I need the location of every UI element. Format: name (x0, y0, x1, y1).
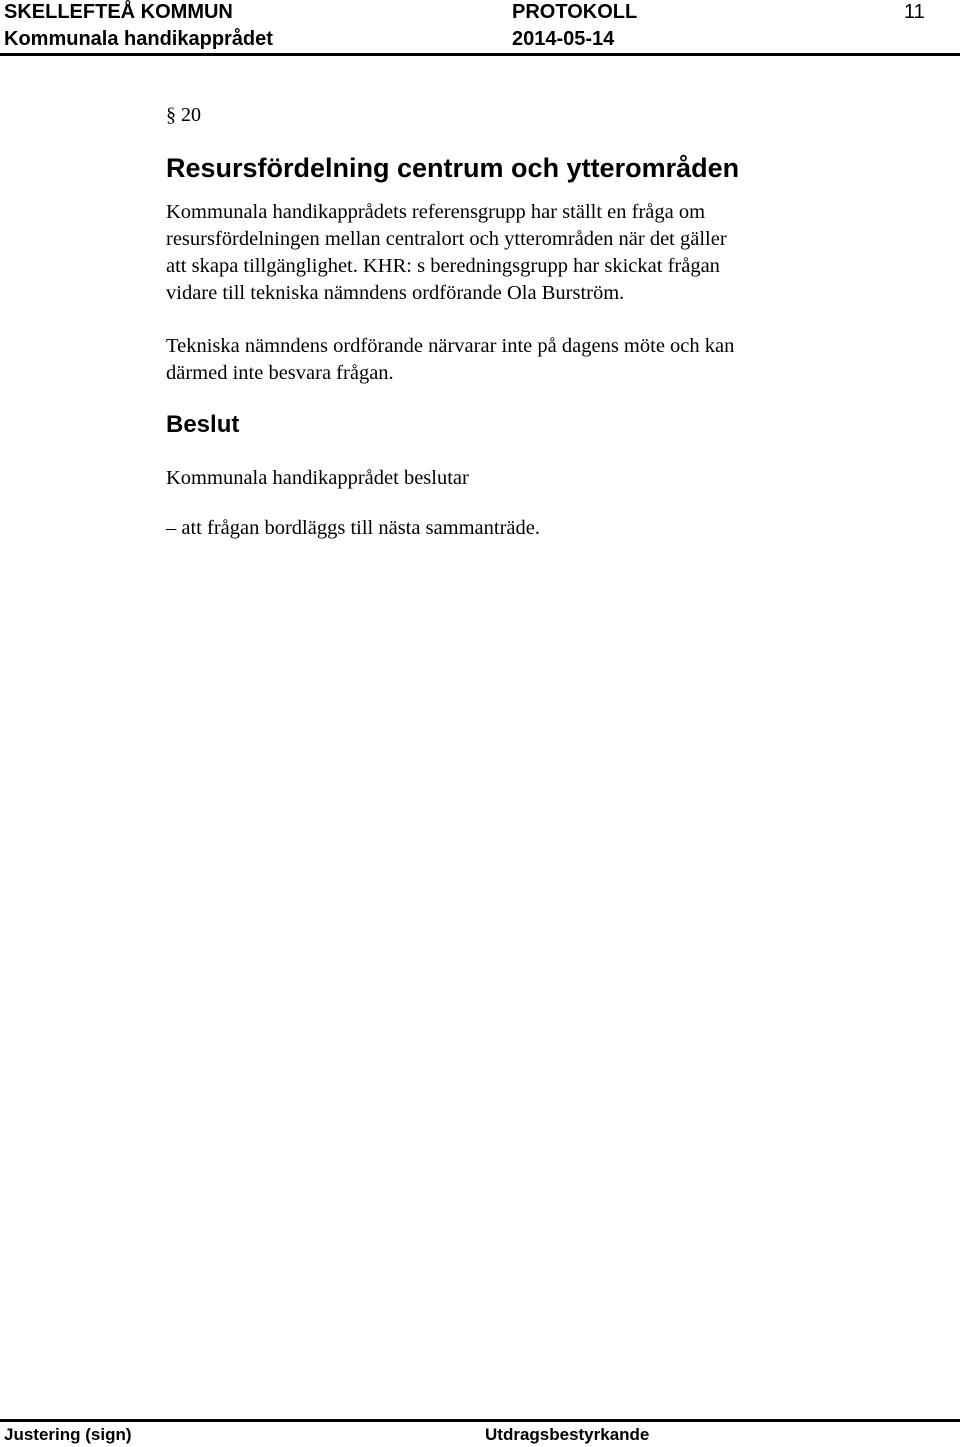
paragraph-line: Kommunala handikapprådets referensgrupp har ställt en fråga om (166, 201, 706, 223)
paragraph-line: därmed inte besvara frågan. (166, 362, 394, 384)
meeting-date: 2014-05-14 (512, 28, 615, 50)
paragraph-absence (166, 333, 866, 387)
paragraph-background (166, 199, 866, 307)
extract-certification-label: Utdragsbestyrkande (485, 1425, 650, 1444)
decision-item: – att frågan bordläggs till nästa sammanträde. (166, 517, 541, 539)
decision-heading: Beslut (166, 411, 240, 438)
document-type: PROTOKOLL (512, 1, 638, 23)
footer-divider (0, 1419, 960, 1422)
paragraph-line: Tekniska nämndens ordförande närvarar inte på dagens möte och kan (166, 335, 735, 357)
organization-name: SKELLEFTEÅ KOMMUN (4, 1, 233, 23)
signature-label: Justering (sign) (4, 1425, 132, 1444)
section-title: Resursfördelning centrum och ytterområden (166, 153, 740, 183)
decision-intro: Kommunala handikapprådet beslutar (166, 467, 469, 489)
header-divider (0, 53, 960, 56)
paragraph-line: att skapa tillgänglighet. KHR: s beredningsgrupp har skickat frågan (166, 255, 720, 277)
page-number: 11 (904, 1, 925, 23)
section-number: § 20 (166, 104, 201, 126)
paragraph-line: vidare till tekniska nämndens ordförande Ola Burström. (166, 282, 625, 304)
paragraph-line: resursfördelningen mellan centralort och ytterområden när det gäller (166, 228, 727, 250)
committee-name: Kommunala handikapprådet (4, 28, 273, 50)
